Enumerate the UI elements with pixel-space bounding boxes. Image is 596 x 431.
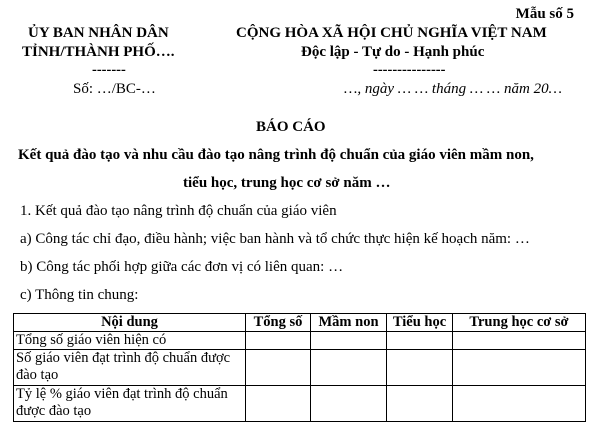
table-header-row [14, 314, 586, 332]
col-header-content: Nội dung [14, 314, 246, 332]
col-header-preschool: Mầm non [311, 314, 387, 332]
table-cell[interactable] [246, 332, 311, 350]
table-row [14, 350, 586, 386]
table-cell[interactable] [387, 350, 453, 386]
document-number: Số: …/BC-… [73, 81, 156, 97]
table-row [14, 386, 586, 422]
section-1-heading: 1. Kết quả đào tạo nâng trình độ chuẩn của giáo viên [20, 203, 337, 219]
table-cell[interactable] [311, 332, 387, 350]
row-label: Tổng số giáo viên hiện có [14, 332, 246, 350]
report-title: BÁO CÁO [256, 119, 326, 135]
national-motto: Độc lập - Tự do - Hạnh phúc [301, 44, 485, 60]
table-row [14, 332, 586, 350]
date-line: …, ngày … … tháng … … năm 20… [344, 81, 562, 97]
report-subtitle-line1: Kết quả đào tạo và nhu cầu đào tạo nâng trình độ chuẩn của giáo viên mầm non, [18, 147, 534, 163]
left-divider: ------- [92, 62, 126, 78]
row-label: Tỷ lệ % giáo viên đạt trình độ chuẩn được đào tạo [14, 386, 246, 422]
section-c: c) Thông tin chung: [20, 287, 139, 303]
national-title: CỘNG HÒA XÃ HỘI CHỦ NGHĨA VIỆT NAM [236, 25, 547, 41]
col-header-lower-secondary: Trung học cơ sở [453, 314, 586, 332]
table-cell[interactable] [387, 386, 453, 422]
issuing-authority: ỦY BAN NHÂN DÂN [28, 25, 169, 41]
right-divider: --------------- [373, 62, 446, 78]
section-a: a) Công tác chỉ đạo, điều hành; việc ban hành và tổ chức thực hiện kế hoạch năm: … [20, 231, 530, 247]
table-cell[interactable] [387, 332, 453, 350]
section-b: b) Công tác phối hợp giữa các đơn vị có liên quan: … [20, 259, 344, 275]
table-cell[interactable] [453, 386, 586, 422]
row-label: Số giáo viên đạt trình độ chuẩn được đào tạo [14, 350, 246, 386]
general-info-table [13, 313, 586, 422]
report-subtitle-line2: tiểu học, trung học cơ sở năm … [183, 175, 391, 191]
table-cell[interactable] [453, 332, 586, 350]
table-cell[interactable] [311, 350, 387, 386]
issuing-province: TỈNH/THÀNH PHỐ…. [22, 44, 175, 60]
form-number: Mẫu số 5 [515, 6, 574, 22]
table-cell[interactable] [246, 350, 311, 386]
table-cell[interactable] [311, 386, 387, 422]
col-header-primary: Tiểu học [387, 314, 453, 332]
table-cell[interactable] [246, 386, 311, 422]
col-header-total: Tổng số [246, 314, 311, 332]
table-cell[interactable] [453, 350, 586, 386]
